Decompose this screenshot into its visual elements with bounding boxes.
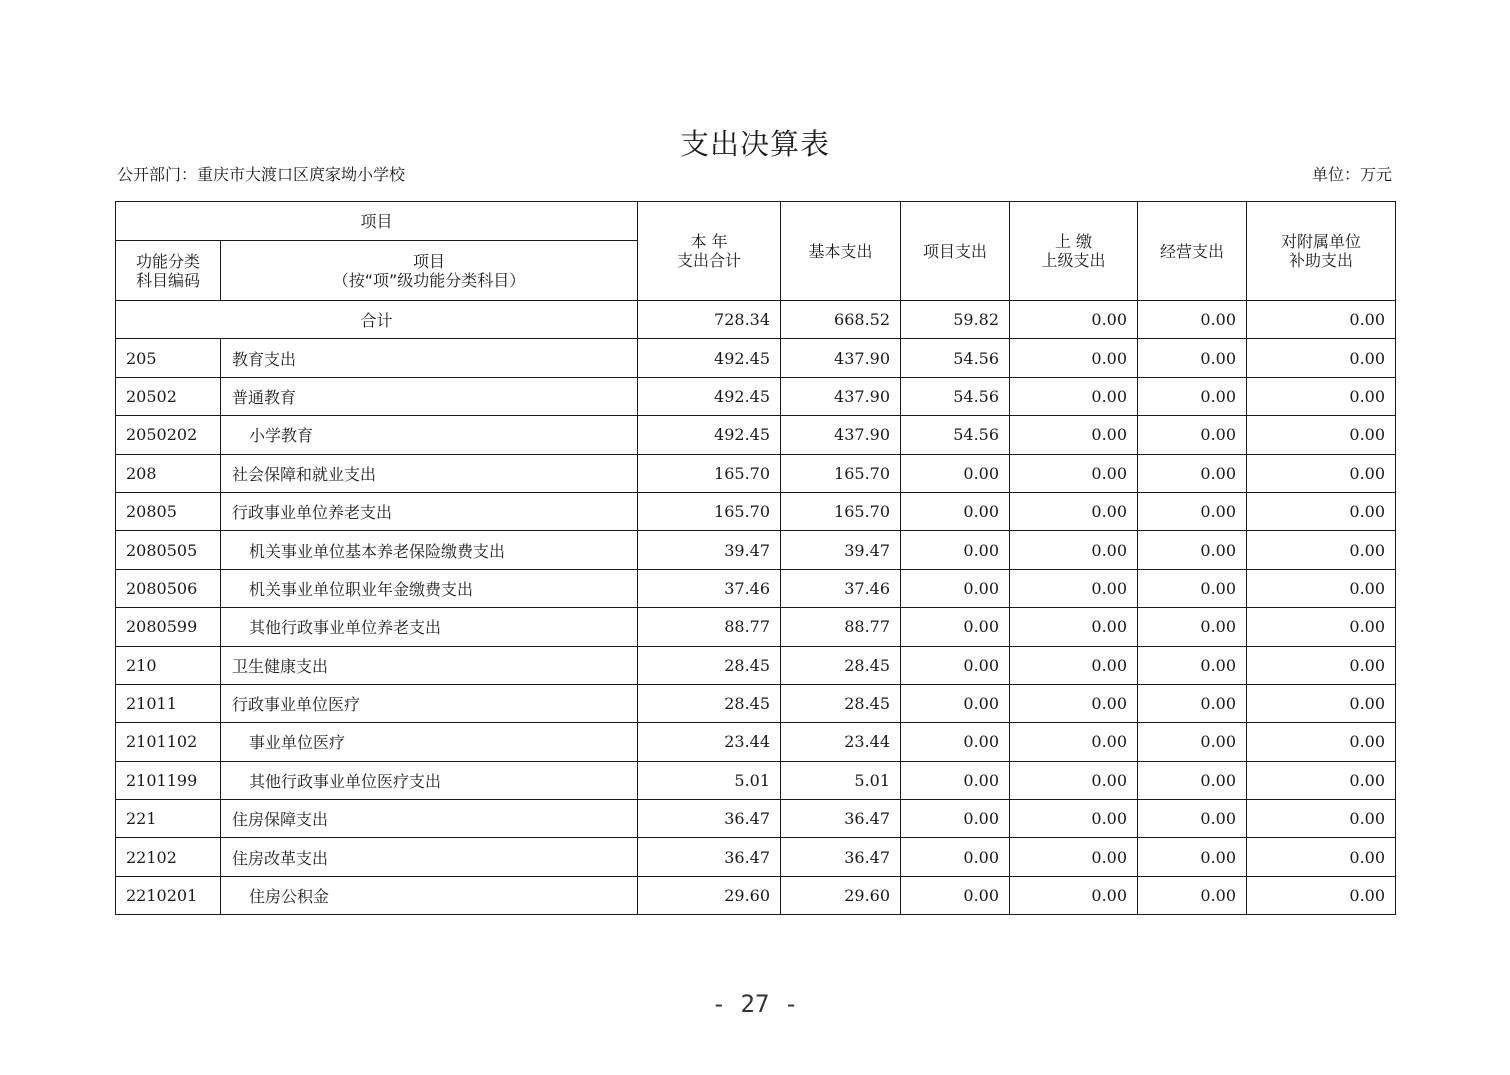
row-business: 0.00 (1138, 608, 1247, 646)
row-code: 2101102 (116, 723, 221, 761)
table-row (116, 492, 1396, 530)
table-row (116, 416, 1396, 454)
table-row (116, 454, 1396, 492)
row-total: 23.44 (638, 723, 781, 761)
row-project: 0.00 (901, 492, 1010, 530)
total-subsidy: 0.00 (1247, 301, 1396, 339)
row-project: 0.00 (901, 531, 1010, 569)
table-row (116, 531, 1396, 569)
row-upper: 0.00 (1010, 531, 1138, 569)
total-project: 59.82 (901, 301, 1010, 339)
row-total: 28.45 (638, 646, 781, 684)
table-row (116, 608, 1396, 646)
row-basic: 165.70 (781, 492, 901, 530)
row-basic: 437.90 (781, 377, 901, 415)
row-total: 165.70 (638, 454, 781, 492)
row-upper: 0.00 (1010, 492, 1138, 530)
page-number: - 27 - (711, 990, 799, 1018)
total-amount: 728.34 (638, 301, 781, 339)
row-name: 其他行政事业单位养老支出 (221, 608, 638, 646)
row-project: 0.00 (901, 876, 1010, 914)
row-upper: 0.00 (1010, 723, 1138, 761)
row-code: 2050202 (116, 416, 221, 454)
row-code: 20502 (116, 377, 221, 415)
table-row (116, 377, 1396, 415)
row-basic: 5.01 (781, 761, 901, 799)
row-code: 2080506 (116, 569, 221, 607)
row-project: 0.00 (901, 684, 1010, 722)
row-code: 20805 (116, 492, 221, 530)
table-row (116, 569, 1396, 607)
total-upper: 0.00 (1010, 301, 1138, 339)
row-basic: 37.46 (781, 569, 901, 607)
row-total: 492.45 (638, 339, 781, 377)
row-project: 54.56 (901, 339, 1010, 377)
row-business: 0.00 (1138, 569, 1247, 607)
row-total: 492.45 (638, 416, 781, 454)
table-row (116, 339, 1396, 377)
row-project: 0.00 (901, 761, 1010, 799)
row-basic: 29.60 (781, 876, 901, 914)
row-total: 36.47 (638, 800, 781, 838)
header-name: 项目 （按“项”级功能分类科目） (221, 241, 638, 301)
header-subsidy: 对附属单位 补助支出 (1247, 202, 1396, 301)
row-name: 社会保障和就业支出 (221, 454, 638, 492)
row-name: 行政事业单位医疗 (221, 684, 638, 722)
row-subsidy: 0.00 (1247, 876, 1396, 914)
header-project: 项目支出 (901, 202, 1010, 301)
row-upper: 0.00 (1010, 684, 1138, 722)
row-code: 2080599 (116, 608, 221, 646)
table-row (116, 838, 1396, 876)
row-subsidy: 0.00 (1247, 761, 1396, 799)
department-label: 公开部门：重庆市大渡口区庹家坳小学校 (117, 165, 406, 184)
row-business: 0.00 (1138, 800, 1247, 838)
table-row (116, 876, 1396, 914)
row-project: 0.00 (901, 608, 1010, 646)
row-total: 37.46 (638, 569, 781, 607)
row-basic: 39.47 (781, 531, 901, 569)
row-basic: 437.90 (781, 339, 901, 377)
total-basic: 668.52 (781, 301, 901, 339)
row-subsidy: 0.00 (1247, 684, 1396, 722)
total-row (116, 301, 1396, 339)
row-business: 0.00 (1138, 492, 1247, 530)
row-project: 0.00 (901, 646, 1010, 684)
row-code: 22102 (116, 838, 221, 876)
row-subsidy: 0.00 (1247, 569, 1396, 607)
row-name: 住房公积金 (221, 876, 638, 914)
row-upper: 0.00 (1010, 761, 1138, 799)
row-subsidy: 0.00 (1247, 377, 1396, 415)
row-total: 165.70 (638, 492, 781, 530)
row-subsidy: 0.00 (1247, 531, 1396, 569)
row-project: 0.00 (901, 454, 1010, 492)
row-name: 机关事业单位基本养老保险缴费支出 (221, 531, 638, 569)
row-subsidy: 0.00 (1247, 454, 1396, 492)
row-upper: 0.00 (1010, 416, 1138, 454)
row-upper: 0.00 (1010, 646, 1138, 684)
row-business: 0.00 (1138, 339, 1247, 377)
row-business: 0.00 (1138, 723, 1247, 761)
header-item-group: 项目 (116, 202, 638, 241)
expenditure-table (115, 201, 1396, 915)
row-subsidy: 0.00 (1247, 800, 1396, 838)
row-code: 221 (116, 800, 221, 838)
table-row (116, 761, 1396, 799)
row-code: 210 (116, 646, 221, 684)
row-subsidy: 0.00 (1247, 608, 1396, 646)
row-upper: 0.00 (1010, 608, 1138, 646)
header-basic: 基本支出 (781, 202, 901, 301)
row-business: 0.00 (1138, 684, 1247, 722)
row-total: 29.60 (638, 876, 781, 914)
row-upper: 0.00 (1010, 838, 1138, 876)
row-name: 住房保障支出 (221, 800, 638, 838)
row-project: 0.00 (901, 723, 1010, 761)
row-business: 0.00 (1138, 838, 1247, 876)
page-title: 支出决算表 (679, 127, 830, 161)
row-subsidy: 0.00 (1247, 838, 1396, 876)
row-name: 小学教育 (221, 416, 638, 454)
row-name: 机关事业单位职业年金缴费支出 (221, 569, 638, 607)
row-business: 0.00 (1138, 876, 1247, 914)
row-basic: 165.70 (781, 454, 901, 492)
row-code: 21011 (116, 684, 221, 722)
row-subsidy: 0.00 (1247, 416, 1396, 454)
row-subsidy: 0.00 (1247, 646, 1396, 684)
table-row (116, 684, 1396, 722)
row-business: 0.00 (1138, 377, 1247, 415)
row-code: 2101199 (116, 761, 221, 799)
header-total: 本 年 支出合计 (638, 202, 781, 301)
row-upper: 0.00 (1010, 377, 1138, 415)
table-row (116, 800, 1396, 838)
row-basic: 23.44 (781, 723, 901, 761)
row-name: 事业单位医疗 (221, 723, 638, 761)
row-total: 28.45 (638, 684, 781, 722)
row-upper: 0.00 (1010, 339, 1138, 377)
row-business: 0.00 (1138, 646, 1247, 684)
row-name: 教育支出 (221, 339, 638, 377)
row-business: 0.00 (1138, 416, 1247, 454)
row-code: 205 (116, 339, 221, 377)
row-name: 其他行政事业单位医疗支出 (221, 761, 638, 799)
row-total: 5.01 (638, 761, 781, 799)
row-name: 卫生健康支出 (221, 646, 638, 684)
row-business: 0.00 (1138, 761, 1247, 799)
row-subsidy: 0.00 (1247, 723, 1396, 761)
row-upper: 0.00 (1010, 876, 1138, 914)
row-project: 54.56 (901, 377, 1010, 415)
row-upper: 0.00 (1010, 454, 1138, 492)
total-business: 0.00 (1138, 301, 1247, 339)
row-basic: 36.47 (781, 800, 901, 838)
header-business: 经营支出 (1138, 202, 1247, 301)
row-name: 普通教育 (221, 377, 638, 415)
header-code: 功能分类 科目编码 (116, 241, 221, 301)
row-code: 208 (116, 454, 221, 492)
header-upper: 上 缴 上级支出 (1010, 202, 1138, 301)
unit-label: 单位：万元 (1311, 165, 1392, 184)
row-basic: 28.45 (781, 646, 901, 684)
row-name: 住房改革支出 (221, 838, 638, 876)
table-row (116, 723, 1396, 761)
row-basic: 28.45 (781, 684, 901, 722)
row-total: 492.45 (638, 377, 781, 415)
row-name: 行政事业单位养老支出 (221, 492, 638, 530)
row-business: 0.00 (1138, 531, 1247, 569)
row-project: 0.00 (901, 569, 1010, 607)
row-upper: 0.00 (1010, 569, 1138, 607)
row-upper: 0.00 (1010, 800, 1138, 838)
table-row (116, 646, 1396, 684)
row-code: 2080505 (116, 531, 221, 569)
row-basic: 437.90 (781, 416, 901, 454)
row-code: 2210201 (116, 876, 221, 914)
total-label: 合计 (116, 301, 638, 339)
row-subsidy: 0.00 (1247, 492, 1396, 530)
row-total: 88.77 (638, 608, 781, 646)
row-project: 54.56 (901, 416, 1010, 454)
row-basic: 88.77 (781, 608, 901, 646)
row-total: 39.47 (638, 531, 781, 569)
row-basic: 36.47 (781, 838, 901, 876)
row-total: 36.47 (638, 838, 781, 876)
row-subsidy: 0.00 (1247, 339, 1396, 377)
row-project: 0.00 (901, 838, 1010, 876)
row-project: 0.00 (901, 800, 1010, 838)
row-business: 0.00 (1138, 454, 1247, 492)
